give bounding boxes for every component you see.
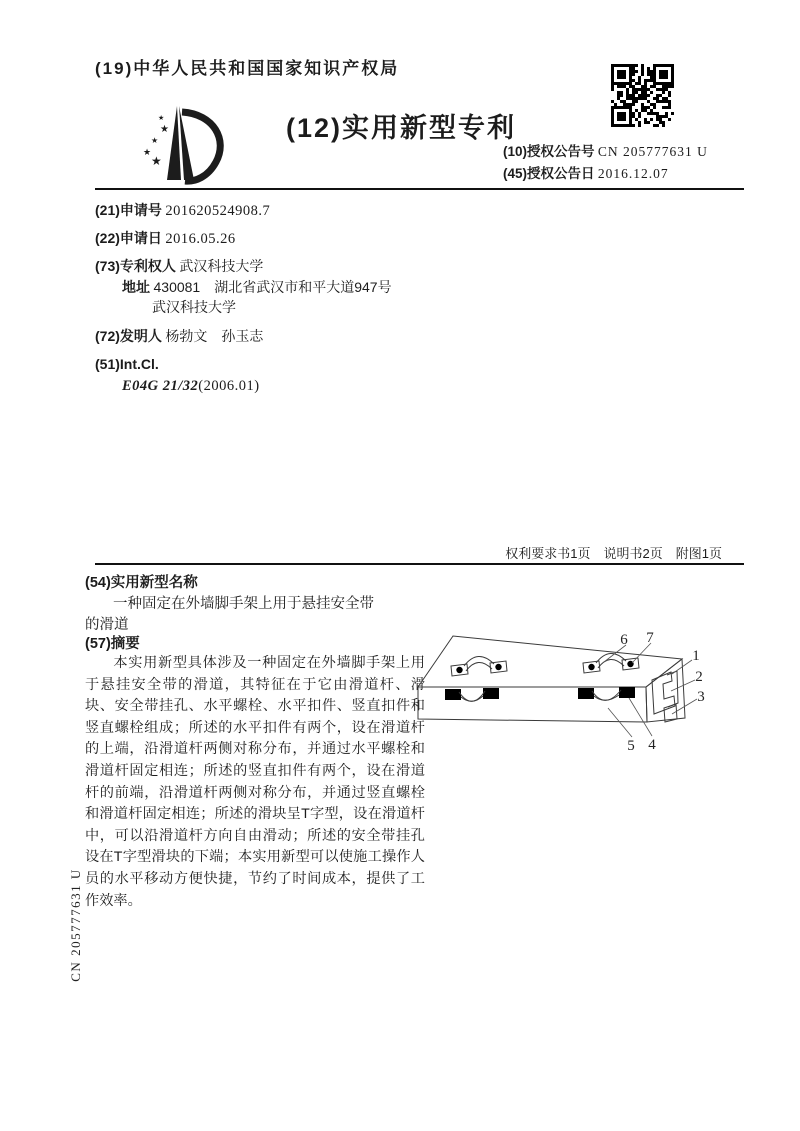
clamp-front-right xyxy=(578,687,635,700)
invention-title-line1: 一种固定在外墙脚手架上用于悬挂安全带 xyxy=(113,596,374,612)
t-slider xyxy=(652,671,678,722)
qr-code-icon xyxy=(611,64,674,127)
logo-tower-left xyxy=(167,106,181,180)
patentee-value: 武汉科技大学 xyxy=(179,258,264,274)
application-number-row xyxy=(95,201,270,221)
application-number-value: 201620524908.7 xyxy=(165,203,271,219)
star-icon: ★ xyxy=(143,148,152,158)
patent-figure-drawing xyxy=(405,618,717,768)
application-date-label: (22)申请日 xyxy=(95,230,162,246)
address-label: 地址 xyxy=(122,279,150,295)
address-line1: 430081 湖北省武汉市和平大道947号 xyxy=(153,279,392,295)
patentee-row xyxy=(95,257,263,277)
intcl-version-value: (2006.01) xyxy=(198,378,260,394)
intcl-row xyxy=(95,355,159,375)
intcl-code-value: E04G 21/32 xyxy=(122,378,199,394)
figure-label-1: 1 xyxy=(692,648,700,664)
application-date-value: 2016.05.26 xyxy=(165,231,236,247)
slide-bar-end-face xyxy=(646,659,685,722)
publication-date-label: (45)授权公告日 xyxy=(503,166,595,181)
application-number-label: (21)申请号 xyxy=(95,202,162,218)
inventor-values: 杨勃文 孙玉志 xyxy=(165,328,264,344)
figure-label-3: 3 xyxy=(697,689,705,705)
publication-date-value: 2016.12.07 xyxy=(597,166,669,181)
sipo-logo-icon xyxy=(138,100,238,188)
star-icon: ★ xyxy=(151,136,159,145)
horizontal-rule-top xyxy=(95,188,744,190)
patentee-label: (73)专利权人 xyxy=(95,258,176,274)
clamp-top-left xyxy=(451,656,507,676)
intcl-code-row xyxy=(122,377,260,396)
figure-label-2: 2 xyxy=(695,669,703,685)
invention-title-line2: 的滑道 xyxy=(85,617,129,633)
logo-tower-right xyxy=(179,106,194,180)
publication-date-line xyxy=(503,163,708,185)
document-type-title: (12)实用新型专利 xyxy=(286,113,517,143)
publication-number-value: CN 205777631 U xyxy=(597,144,708,159)
star-icon: ★ xyxy=(151,154,162,168)
side-document-code: CN 205777631 U xyxy=(68,868,83,982)
application-date-row xyxy=(95,229,236,249)
publication-number-line xyxy=(503,141,708,163)
address-row-2 xyxy=(152,298,236,318)
inventor-label: (72)发明人 xyxy=(95,328,162,344)
pages-summary: 权利要求书1页 说明书2页 附图1页 xyxy=(505,546,722,561)
star-icon: ★ xyxy=(160,124,169,135)
leader-5 xyxy=(608,708,632,737)
horizontal-rule-middle xyxy=(95,563,744,565)
inventor-row xyxy=(95,327,263,347)
intcl-label: (51)Int.Cl. xyxy=(95,356,159,372)
figure-label-5: 5 xyxy=(627,738,635,754)
address-row xyxy=(122,278,392,298)
leader-7 xyxy=(632,643,651,663)
star-icon: ★ xyxy=(158,114,165,122)
leader-4 xyxy=(629,698,652,736)
slide-bar-top-face xyxy=(418,636,682,687)
clamp-front-left xyxy=(445,688,499,701)
abstract-text: 本实用新型具体涉及一种固定在外墙脚手架上用于悬挂安全带的滑道，其特征在于它由滑道杆、滑块、安全带挂孔、水平螺栓、水平扣件、竖直扣件和竖直螺栓组成；所述的水平扣件有两个，设在滑道杆的上端，沿滑道杆两侧对称分布，并通过水平螺栓和滑道杆固定相连；所述的竖直扣件有两个，设在滑道杆的前端，沿滑道杆两侧对称分布，并通过竖直螺栓和滑道杆固定相连；所述的滑块呈T字型，设在滑道杆中，可以沿滑道杆方向自由滑动；所述的安全带挂孔设在T字型滑块的下端；本实用新型可以使施工操作人员的水平移动方便快捷，节约了时间成本，提供了工作效率。 xyxy=(85,655,425,909)
publication-number-label: (10)授权公告号 xyxy=(503,144,595,159)
figure-label-4: 4 xyxy=(648,737,656,753)
title-section-label: (54)实用新型名称 xyxy=(85,575,198,591)
publication-block xyxy=(503,141,708,185)
figure-label-7: 7 xyxy=(646,630,654,646)
office-name: (19)中华人民共和国国家知识产权局 xyxy=(95,59,400,78)
address-line2: 武汉科技大学 xyxy=(152,299,236,315)
abstract-section-label: (57)摘要 xyxy=(85,636,140,652)
figure-label-6: 6 xyxy=(620,632,628,648)
